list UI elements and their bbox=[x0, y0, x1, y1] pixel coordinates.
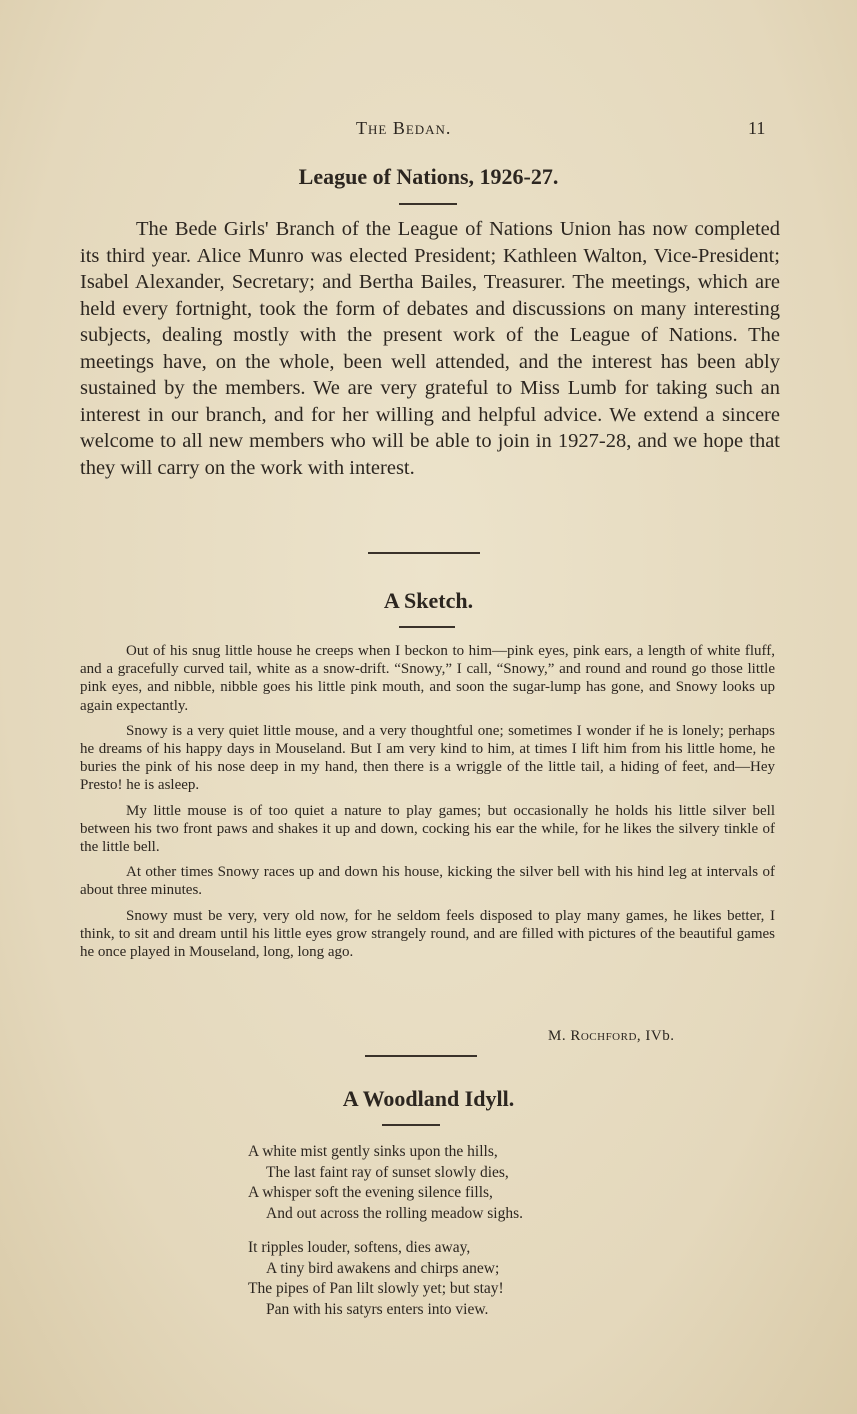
sketch-heading: A Sketch. bbox=[383, 588, 474, 613]
stanza bbox=[248, 1238, 668, 1320]
woodland-heading: A Woodland Idyll. bbox=[342, 1086, 515, 1111]
heading-rule bbox=[382, 1124, 440, 1126]
poem-line: A whisper soft the evening silence fills, bbox=[248, 1184, 493, 1201]
section-divider bbox=[365, 1055, 477, 1057]
paragraph: Snowy must be very, very old now, for he seldom feels disposed to play many games, he likes better, I think, to sit and dream until his little eyes grow strangely round, and are filled with pictures of the beautiful games he once played in Mouseland, long, long ago. bbox=[80, 907, 775, 961]
poem-line: Pan with his satyrs enters into view. bbox=[266, 1300, 489, 1318]
paragraph: My little mouse is of too quiet a nature to play games; but occasionally he holds his little silver bell between his two front paws and shakes it up and down, cocking his ear the while, for he likes the silvery tinkle of the little bell. bbox=[80, 802, 775, 856]
poem-line: A white mist gently sinks upon the hills, bbox=[248, 1143, 498, 1160]
poem bbox=[248, 1142, 668, 1334]
stanza bbox=[248, 1142, 668, 1224]
sketch-body bbox=[80, 642, 775, 968]
league-body: The Bede Girls' Branch of the League of Nations Union has now completed its third year. Alice Munro was elected President; Kathleen Walton, Vice-President; Isabel Alexander, Secretary; and Bertha Bailes, Treasurer. The meetings, which are held every fortnight, took the form of debates and discussions on many interesting subjects, dealing mostly with the present work of the League of Nations. The meetings have, on the whole, been well attended, and the interest has been ably sustained by the members. We are very grateful to Miss Lumb for taking such an interest in our branch, and for her willing and helpful advice. We extend a sincere welcome to all new members who will be able to join in 1927-28, and we hope that they will carry on the work with interest. bbox=[80, 218, 780, 479]
signature bbox=[548, 1028, 675, 1045]
running-title: The Bedan. bbox=[356, 118, 452, 138]
poem-line: A tiny bird awakens and chirps anew; bbox=[266, 1259, 500, 1277]
running-head bbox=[0, 118, 857, 142]
poem-line: It ripples louder, softens, dies away, bbox=[248, 1239, 471, 1256]
author-form: IVb. bbox=[645, 1028, 675, 1044]
section-divider bbox=[368, 552, 480, 554]
heading-rule bbox=[399, 626, 455, 628]
poem-line: The last faint ray of sunset slowly dies, bbox=[266, 1163, 509, 1181]
poem-line: And out across the rolling meadow sighs. bbox=[266, 1204, 524, 1222]
poem-line: The pipes of Pan lilt slowly yet; but stay! bbox=[248, 1280, 504, 1297]
league-heading: League of Nations, 1926-27. bbox=[298, 164, 559, 189]
heading-rule bbox=[399, 203, 457, 205]
paragraph: Snowy is a very quiet little mouse, and a very thoughtful one; sometimes I wonder if he is lonely; perhaps he dreams of his happy days in Mouseland. But I am very kind to him, at times I lift him from his little home, he buries the pink of his nose deep in my hand, then there is a wriggle of the little tail, a hiding of feet, and—Hey Presto! he is asleep. bbox=[80, 722, 775, 794]
author-name: M. Rochford, bbox=[548, 1028, 642, 1044]
paragraph: At other times Snowy races up and down his house, kicking the silver bell with his hind leg at intervals of about three minutes. bbox=[80, 864, 775, 899]
paragraph: Out of his snug little house he creeps when I beckon to him—pink eyes, pink ears, a length of white fluff, and a gracefully curved tail, white as a snow-drift. “Snowy,” I call, “Snowy,” and round and round go those little pink eyes, and nibble, nibble goes his little pink mouth, and soon the sugar-lump has gone, and Snowy looks up again expectantly. bbox=[80, 643, 775, 714]
page-number: 11 bbox=[748, 118, 766, 138]
